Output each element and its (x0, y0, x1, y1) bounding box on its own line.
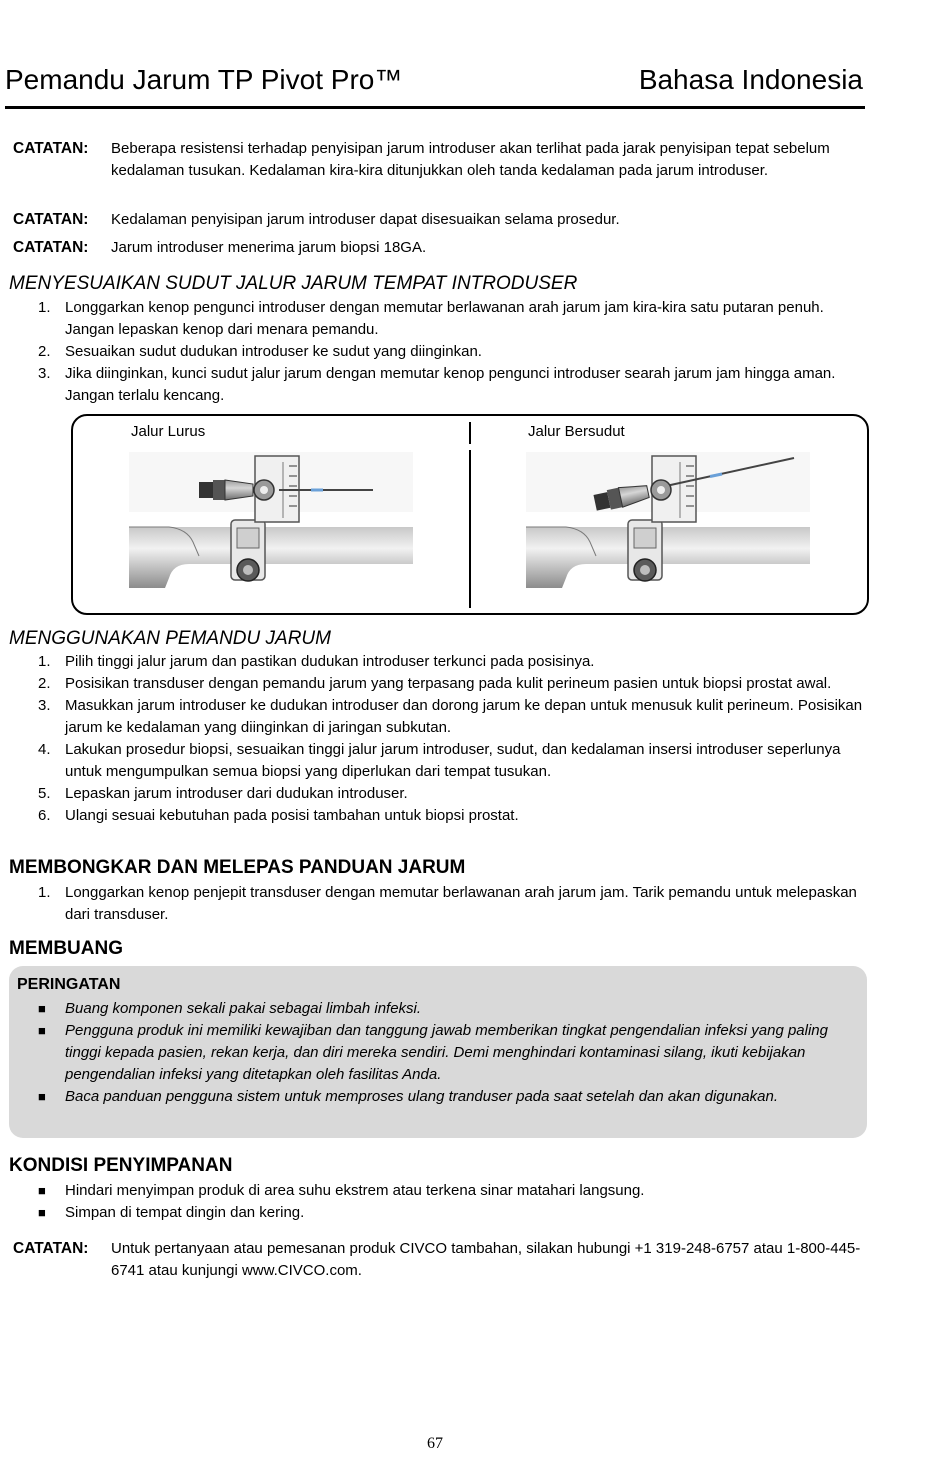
page-header (5, 62, 865, 109)
list-item: 1. Pilih tinggi jalur jarum dan pastikan dudukan introduser terkunci pada posisinya. (38, 653, 595, 670)
figure-label-straight: Jalur Lurus (131, 423, 206, 440)
section-title-dispose: MEMBUANG (9, 938, 123, 959)
note-label: CATATAN: (13, 140, 89, 157)
warning-title: PERINGATAN (17, 976, 121, 993)
list-item: ■ Pengguna produk ini memiliki kewajiban dan tanggung jawab memberikan tingkat pengendalian infeksi yang paling tinggi kepada pasien, rekan kerja, dan diri mereka sendiri. Demi menghindari kontaminasi silang, ikuti kebijakan pengendalian infeksi yang ditetapkan oleh fasilitas Anda. (38, 1022, 828, 1083)
note-text: Kedalaman penyisipan jarum introduser dapat disesuaikan selama prosedur. (111, 211, 620, 228)
storage-list (38, 1180, 868, 1224)
note-text: Untuk pertanyaan atau pemesanan produk CIVCO tambahan, silakan hubungi +1 319-248-6757 atau 1-800-445-6741 atau kunjungi www.CIVCO.com. (111, 1240, 861, 1279)
remove-steps-list (38, 882, 868, 926)
angled-path-guide-illustration-icon (526, 452, 810, 588)
list-item: 1. Longgarkan kenop pengunci introduser dengan memutar berlawanan arah jarum jam kira-kira satu putaran penuh. Jangan lepaskan kenop dari menara pemandu. (38, 299, 824, 338)
page-number: 67 (427, 1435, 443, 1452)
use-steps-list (38, 651, 868, 827)
needle-path-figure (71, 414, 869, 615)
square-bullet-icon: ■ (38, 1183, 46, 1198)
section-title-adjust: MENYESUAIKAN SUDUT JALUR JARUM TEMPAT INTRODUSER (9, 273, 578, 294)
figure-divider (469, 450, 471, 608)
list-item: ■ Buang komponen sekali pakai sebagai limbah infeksi. (38, 998, 848, 1020)
warning-list (38, 998, 848, 1108)
straight-path-guide-illustration-icon (129, 452, 413, 588)
note-1 (13, 138, 863, 182)
note-label: CATATAN: (13, 1240, 89, 1257)
note-text: Beberapa resistensi terhadap penyisipan jarum introduser akan terlihat pada jarak penyisipan tepat sebelum kedalaman tusukan. Kedalaman kira-kira ditunjukkan oleh tanda kedalaman pada jarum introduser. (111, 140, 830, 179)
note-text: Jarum introduser menerima jarum biopsi 18GA. (111, 239, 427, 256)
note-label: CATATAN: (13, 211, 89, 228)
note-2 (13, 209, 863, 231)
list-item: 2. Posisikan transduser dengan pemandu jarum yang terpasang pada kulit perineum pasien untuk biopsi prostat awal. (38, 675, 832, 692)
adjust-steps-list (38, 297, 868, 407)
list-item: 2. Sesuaikan sudut dudukan introduser ke sudut yang diinginkan. (38, 343, 482, 360)
list-item: 5. Lepaskan jarum introduser dari dudukan introduser. (38, 785, 408, 802)
square-bullet-icon: ■ (38, 1001, 46, 1016)
square-bullet-icon: ■ (38, 1089, 46, 1104)
list-item: 4. Lakukan prosedur biopsi, sesuaikan tinggi jalur jarum introduser, sudut, dan kedalaman insersi introduser seperlunya untuk mengumpulkan semua biopsi yang diperlukan dari tempat tusukan. (38, 741, 841, 780)
list-item: 3. Jika diinginkan, kunci sudut jalur jarum dengan memutar kenop pengunci introduser searah jarum jam hingga aman. Jangan terlalu kencang. (38, 365, 836, 404)
warning-box (9, 966, 867, 1138)
list-item: ■ Simpan di tempat dingin dan kering. (38, 1202, 868, 1224)
figure-divider-top (469, 422, 471, 444)
list-item: 6. Ulangi sesuai kebutuhan pada posisi tambahan untuk biopsi prostat. (38, 807, 519, 824)
square-bullet-icon: ■ (38, 1023, 46, 1038)
list-item: 1. Longgarkan kenop penjepit transduser dengan memutar berlawanan arah jarum jam. Tarik pemandu untuk melepaskan dari transduser. (38, 884, 857, 923)
square-bullet-icon: ■ (38, 1205, 46, 1220)
note-3 (13, 237, 863, 259)
section-title-remove: MEMBONGKAR DAN MELEPAS PANDUAN JARUM (9, 857, 466, 878)
list-item: ■ Hindari menyimpan produk di area suhu ekstrem atau terkena sinar matahari langsung. (38, 1180, 868, 1202)
figure-label-angled: Jalur Bersudut (528, 423, 625, 440)
list-item: ■ Baca panduan pengguna sistem untuk memproses ulang tranduser pada saat setelah dan akan digunakan. (38, 1086, 848, 1108)
note-contact (13, 1238, 863, 1282)
document-title: Pemandu Jarum TP Pivot Pro™ (5, 64, 403, 95)
list-item: 3. Masukkan jarum introduser ke dudukan introduser dan dorong jarum ke depan untuk menusuk kulit perineum. Posisikan jarum ke kedalaman yang diinginkan di jaringan subkutan. (38, 697, 863, 736)
section-title-use: MENGGUNAKAN PEMANDU JARUM (9, 628, 331, 649)
document-language: Bahasa Indonesia (638, 64, 863, 95)
section-title-storage: KONDISI PENYIMPANAN (9, 1155, 233, 1176)
note-label: CATATAN: (13, 239, 89, 256)
